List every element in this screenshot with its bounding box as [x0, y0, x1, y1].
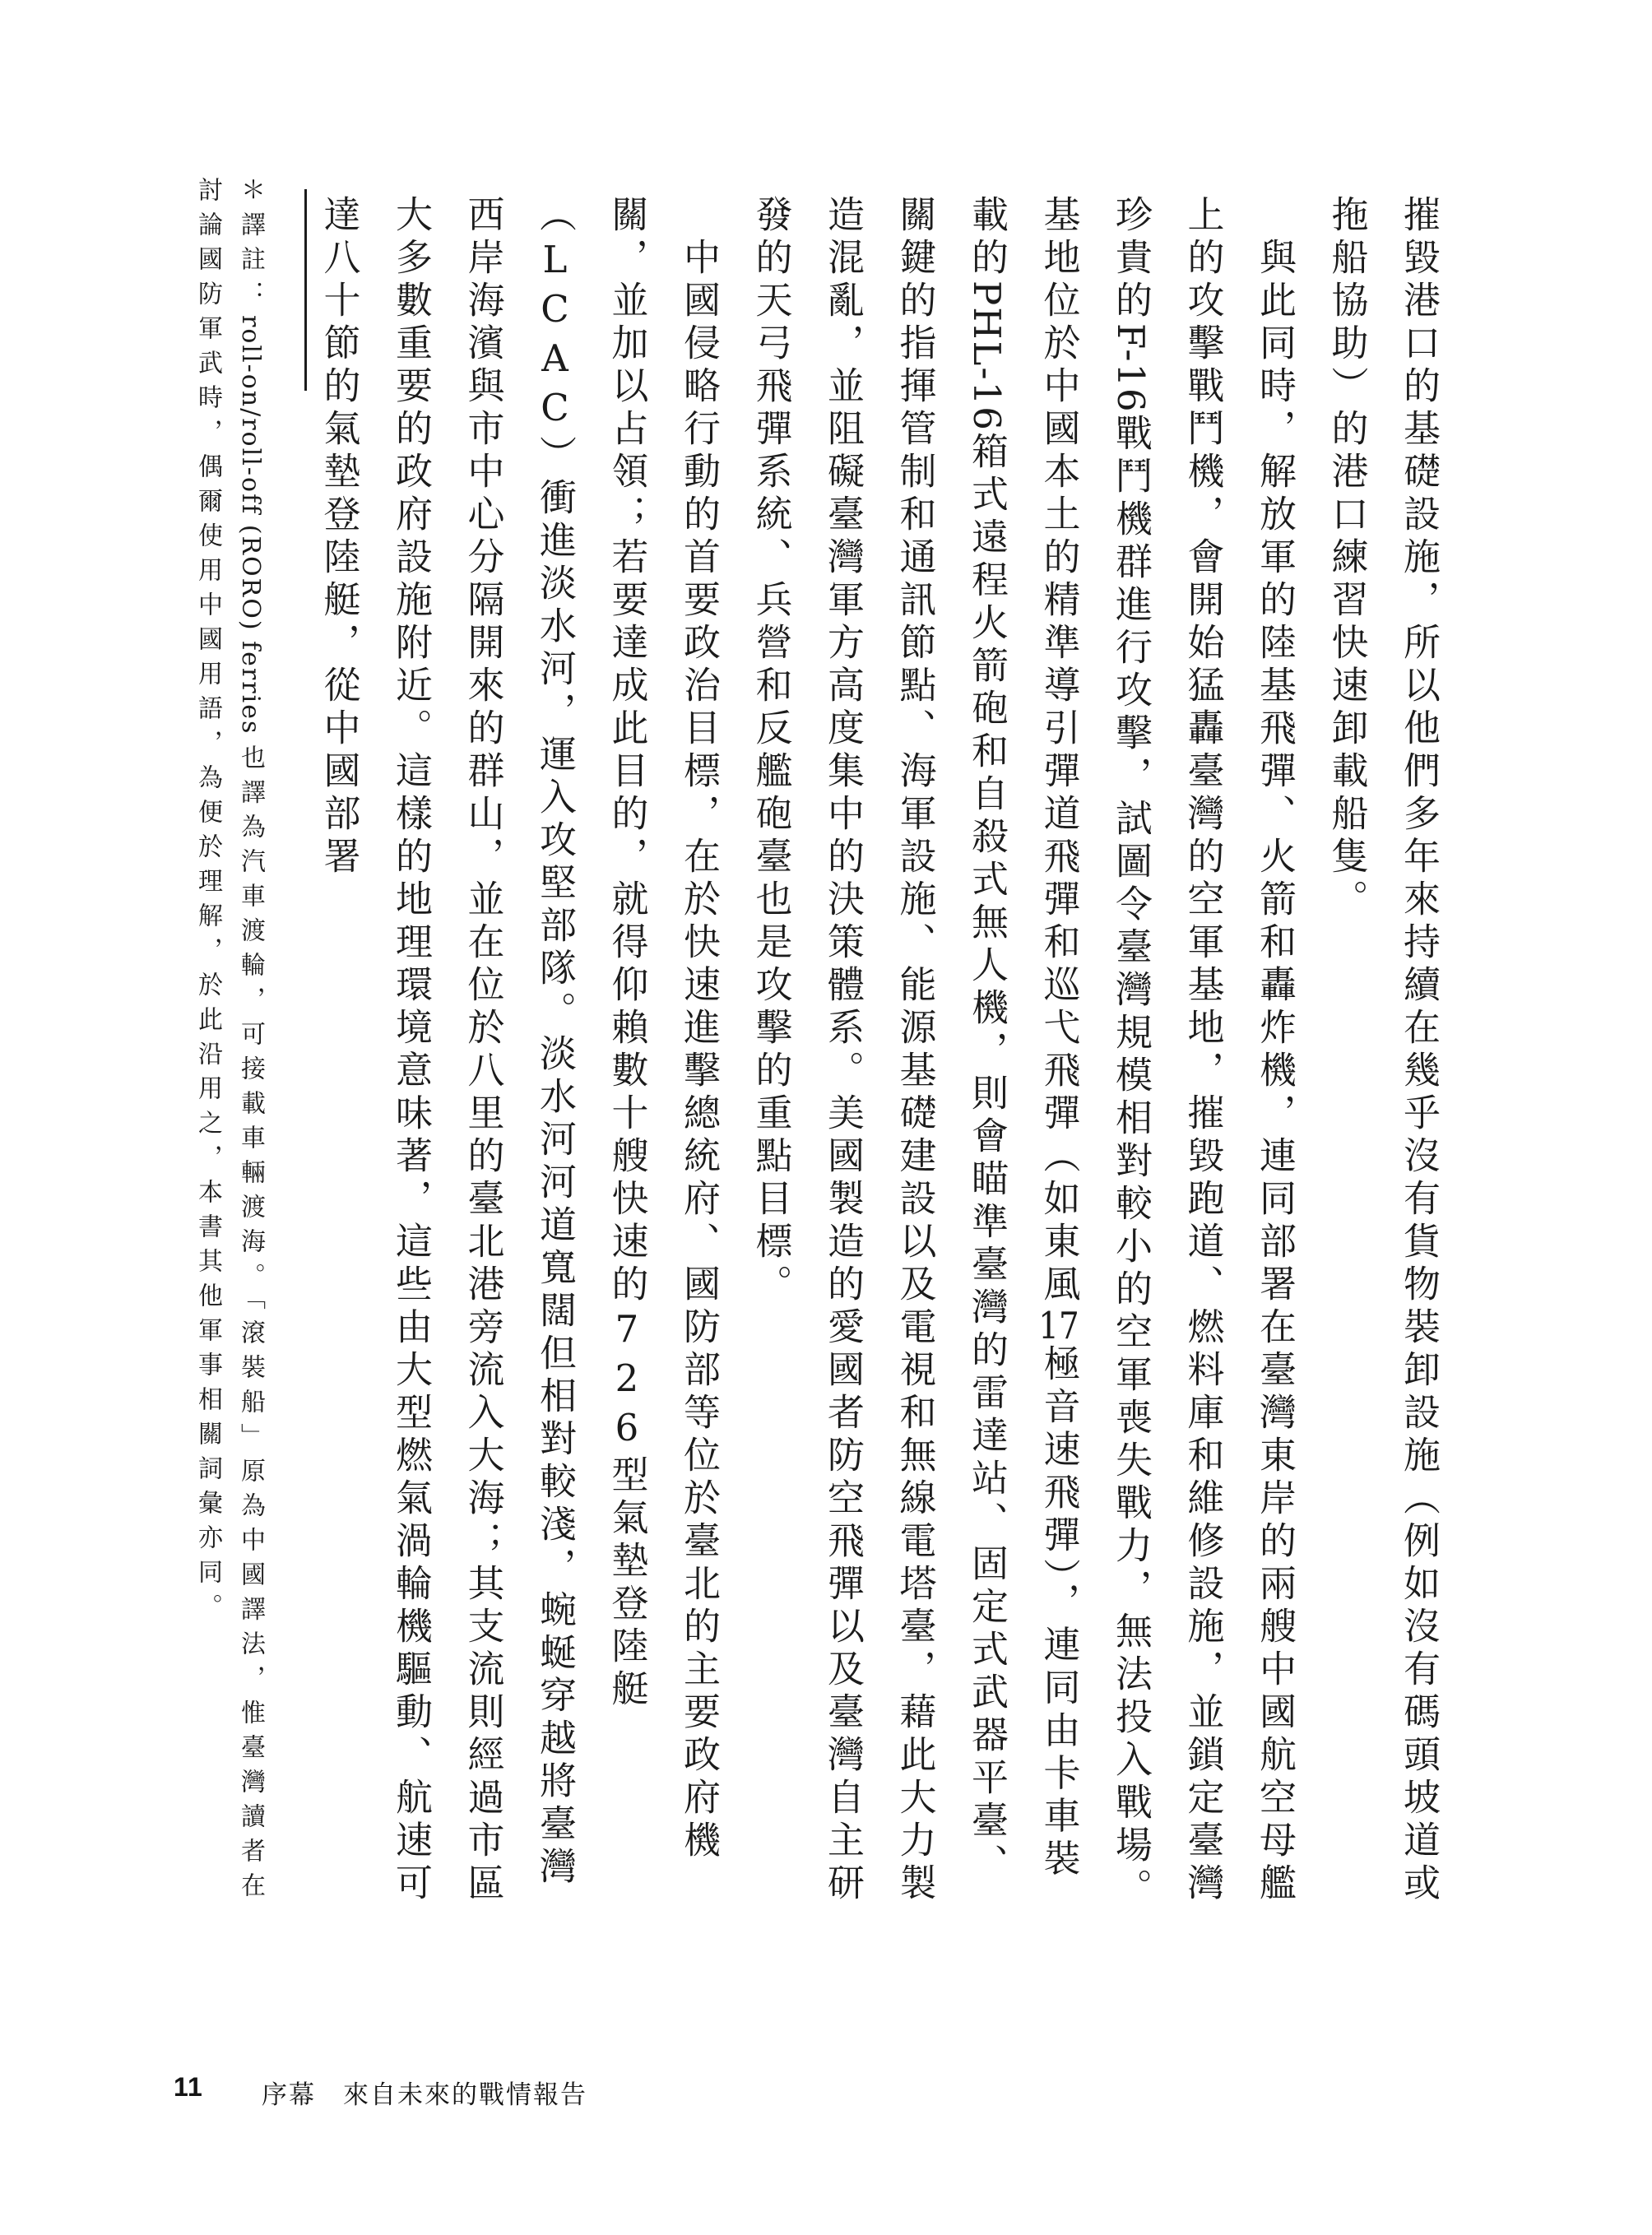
footnote-divider	[304, 189, 307, 391]
footnote: ＊譯註：roll-on/roll-off (RORO) ferries 也譯為汽車渡輪，可接載車輛渡海。「滾裝船」原為中國譯法，惟臺灣讀者在討論國防軍武時，偶爾使用中國用語，為便於理解，於此沿用之，本書其他軍事相關詞彙亦同。	[193, 177, 265, 1907]
inline-number: 726	[605, 1307, 649, 1455]
page-number: 11	[174, 2072, 203, 2102]
inline-number: 17	[1038, 1307, 1079, 1344]
inline-latin: F-16	[1109, 323, 1153, 414]
running-footer-chapter-title: 序幕 來自未來的戰情報告	[262, 2080, 587, 2109]
inline-latin: roll-on/roll-off (RORO) ferries	[236, 315, 265, 744]
paragraph: 摧毀港口的基礎設施，所以他們多年來持續在幾乎沒有貨物裝卸設施（例如沒有碼頭坡道或拖船協助）的港口練習快速卸載船隻。	[1325, 195, 1441, 1906]
inline-number: LCAC	[533, 238, 577, 435]
inline-latin: PHL-16	[965, 281, 1009, 432]
paragraph: 中國侵略行動的首要政治目標，在於快速進擊總統府、國防部等位於臺北的主要政府機關，並加以占領；若要達成此目的，就得仰賴數十艘快速的726型氣墊登陸艇（LCAC）衝進淡水河，運入攻堅部隊。淡水河河道寬闊但相對較淺，蜿蜒穿越將臺灣西岸海濱與市中心分隔開來的群山，並在位於八里的臺北港旁流入大海；其支流則經過市區大多數重要的政府設施附近。這樣的地理環境意味著，這些由大型燃氣渦輪機驅動、航速可達八十節的氣墊登陸艇，從中國部署	[317, 195, 721, 1906]
main-text-block	[317, 195, 1455, 1922]
paragraph: 與此同時，解放軍的陸基飛彈、火箭和轟炸機，連同部署在臺灣東岸的兩艘中國航空母艦上的攻擊戰鬥機，會開始猛轟臺灣的空軍基地，摧毀跑道、燃料庫和維修設施，並鎖定臺灣珍貴的F-16戰鬥機群進行攻擊，試圖令臺灣規模相對較小的空軍喪失戰力，無法投入戰場。基地位於中國本土的精準導引彈道飛彈和巡弋飛彈（如東風17極音速飛彈），連同由卡車裝載的PHL-16箱式遠程火箭砲和自殺式無人機，則會瞄準臺灣的雷達站、固定式武器平臺、關鍵的指揮管制和通訊節點、海軍設施、能源基礎建設以及電視和無線電塔臺，藉此大力製造混亂，並阻礙臺灣軍方高度集中的決策體系。美國製造的愛國者防空飛彈以及臺灣自主研發的天弓飛彈系統、兵營和反艦砲臺也是攻擊的重點目標。	[749, 195, 1297, 1911]
